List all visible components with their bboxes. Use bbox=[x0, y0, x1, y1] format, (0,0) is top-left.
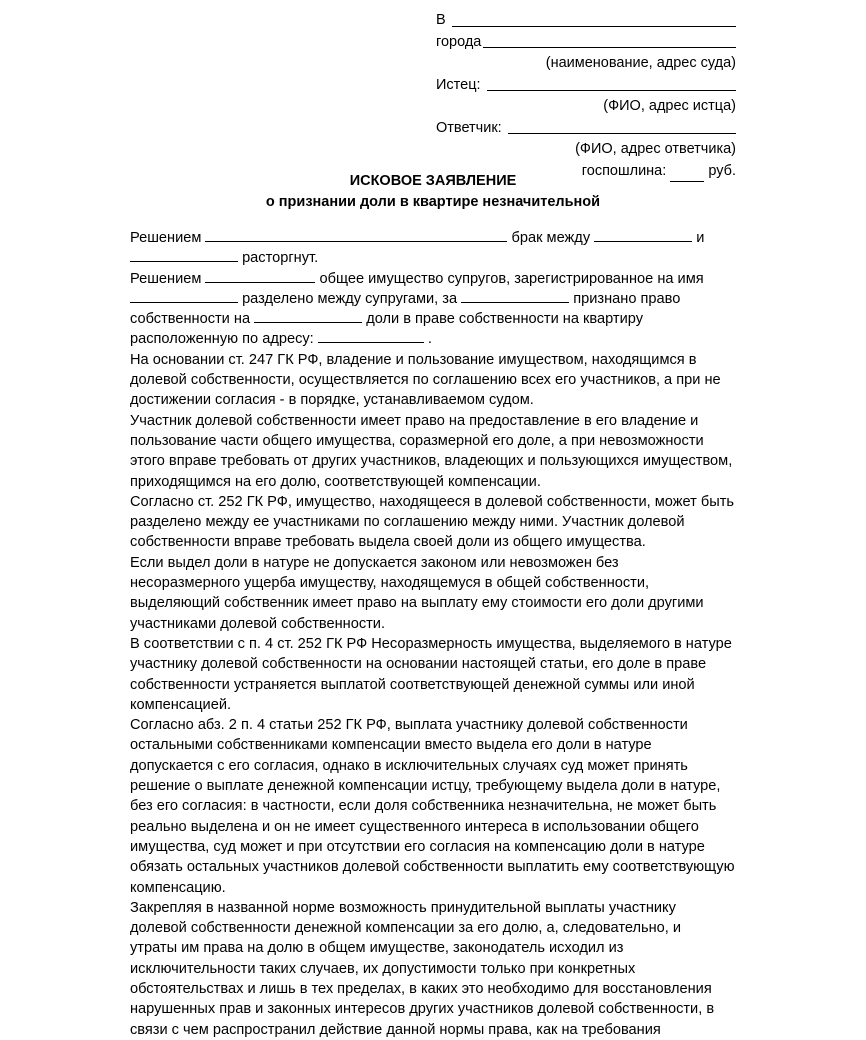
document-title: ИСКОВОЕ ЗАЯВЛЕНИЕ bbox=[349, 173, 517, 189]
text-fragment: брак между bbox=[511, 230, 591, 246]
text-line: Согласно ст. 252 ГК РФ, имущество, находящееся в долевой собственности, может быть bbox=[130, 493, 735, 510]
text-line: собственности устраняется выплатой соответствующей денежной суммы или иной bbox=[130, 676, 695, 693]
text-fragment: Решением bbox=[130, 270, 202, 287]
text-line: реально выделена и он не имеет существенного интереса в использовании общего bbox=[130, 818, 699, 835]
city-line bbox=[436, 32, 736, 54]
text-line: выделяющий собственник имеет право на выплату ему стоимости его доли другими bbox=[130, 595, 704, 612]
text-line: компенсацией. bbox=[130, 696, 232, 713]
text-line: остальными собственниками компенсации вместо выдела его доли в натуре bbox=[130, 737, 652, 754]
text-line: На основании ст. 247 ГК РФ, владение и пользование имуществом, находящимся в bbox=[130, 351, 697, 368]
text-line bbox=[130, 289, 740, 309]
text-fragment: общее имущество супругов, зарегистрированное на имя bbox=[319, 270, 704, 287]
text-fragment: Решением bbox=[130, 230, 202, 246]
text-line: приходящимся на его долю, соответствующей компенсации. bbox=[130, 473, 541, 490]
blank-field bbox=[254, 310, 362, 323]
body-text-lines bbox=[130, 350, 740, 1040]
defendant-note: (ФИО, адрес ответчика) bbox=[575, 141, 736, 157]
text-fragment: признано право bbox=[573, 290, 681, 307]
text-line: Согласно абз. 2 п. 4 статьи 252 ГК РФ, выплата участнику долевой собственности bbox=[130, 717, 688, 734]
text-fragment: доли в праве собственности на квартиру bbox=[366, 311, 644, 328]
document-body bbox=[130, 228, 740, 1040]
blank-field bbox=[318, 330, 424, 343]
text-fragment: . bbox=[427, 331, 432, 348]
text-fragment: собственности на bbox=[130, 311, 251, 328]
text-line: утраты им права на долю в общем имуществе, законодатель исходил из bbox=[130, 940, 624, 957]
text-line: В соответствии с п. 4 ст. 252 ГК РФ Несоразмерность имущества, выделяемого в натуре bbox=[130, 635, 732, 652]
paragraph-property-division bbox=[130, 269, 740, 350]
text-line: нарушенных прав и законных интересов других участников долевой собственности, в bbox=[130, 1001, 715, 1018]
text-line: долевой собственности, осуществляется по соглашению всех его участников, а при не bbox=[130, 372, 721, 389]
text-line: этого вправе требовать от других участников, владеющих и пользующихся имуществом, bbox=[130, 453, 733, 470]
blank-field bbox=[461, 290, 569, 303]
court-to-line bbox=[436, 10, 736, 32]
defendant-blank bbox=[508, 133, 736, 134]
text-line: имущества, суд может и при отсутствии его согласия на компенсацию доли в натуре bbox=[130, 838, 705, 855]
text-line bbox=[130, 248, 740, 268]
text-line: Если выдел доли в натуре не допускается законом или невозможен без bbox=[130, 554, 619, 571]
document-subtitle: о признании доли в квартире незначительной bbox=[265, 194, 601, 210]
text-line bbox=[130, 228, 740, 248]
plaintiff-blank bbox=[487, 90, 736, 91]
court-blank bbox=[452, 26, 736, 27]
fee-label: госпошлина: bbox=[581, 162, 667, 179]
blank-field bbox=[205, 229, 507, 242]
blank-field bbox=[130, 290, 238, 303]
defendant-label: Ответчик: bbox=[436, 119, 502, 136]
blank-field bbox=[130, 249, 238, 262]
text-line: обстоятельствах и лишь в тех пределах, в каких это необходимо для восстановления bbox=[130, 980, 712, 997]
text-line: связи с чем распространил действие данной нормы права, как на требования bbox=[130, 1021, 661, 1038]
city-label: города bbox=[436, 33, 482, 50]
text-line: участнику долевой собственности на основании настоящей статьи, его доле в праве bbox=[130, 656, 707, 673]
text-line: собственности вправе требовать выдела своей доли из общего имущества. bbox=[130, 534, 646, 551]
to-label: В bbox=[436, 12, 446, 28]
plaintiff-note: (ФИО, адрес истца) bbox=[603, 98, 736, 114]
text-line: компенсацию. bbox=[130, 879, 226, 896]
text-line: обязать остальных участников долевой собственности выплатить ему соответствующую bbox=[130, 859, 735, 876]
text-line: участниками долевой собственности. bbox=[130, 615, 386, 632]
text-fragment: расторгнут. bbox=[242, 250, 319, 267]
text-fragment: расположенную по адресу: bbox=[130, 331, 314, 348]
defendant-line bbox=[436, 118, 736, 140]
text-line: пользование части общего имущества, соразмерной его доле, а при невозможности bbox=[130, 432, 704, 449]
plaintiff-line bbox=[436, 75, 736, 97]
text-line: разделено между ее участниками по соглашению между ними. Участник долевой bbox=[130, 514, 685, 531]
text-line: долевой собственности денежной компенсации за его долю, а, следовательно, и bbox=[130, 920, 682, 937]
text-line: без его согласия: в частности, если доля собственника незначительна, не может быть bbox=[130, 798, 717, 815]
city-blank bbox=[483, 47, 736, 48]
text-line: допускается с его согласия, однако в исключительных случаях суд может принять bbox=[130, 757, 688, 774]
text-line bbox=[130, 269, 740, 289]
plaintiff-label: Истец: bbox=[436, 76, 481, 93]
fee-unit: руб. bbox=[708, 162, 736, 179]
blank-field bbox=[205, 270, 315, 283]
text-line bbox=[130, 329, 740, 349]
plaintiff-note-line bbox=[436, 96, 736, 118]
text-fragment: разделено между супругами, за bbox=[242, 290, 458, 307]
text-line: Закрепляя в названной норме возможность принудительной выплаты участнику bbox=[130, 899, 676, 916]
text-line: достижении согласия - в порядке, устанавливаемом судом. bbox=[130, 392, 534, 409]
text-line: Участник долевой собственности имеет право на предоставление в его владение и bbox=[130, 412, 699, 429]
paragraph-divorce bbox=[130, 228, 740, 269]
court-note: (наименование, адрес суда) bbox=[545, 55, 736, 71]
defendant-note-line bbox=[436, 139, 736, 161]
text-line: решение о выплате денежной компенсации истцу, требующему выдела доли в натуре, bbox=[130, 778, 721, 795]
court-note-line bbox=[436, 53, 736, 75]
text-line: исключительности таких случаев, их допустимости только при конкретных bbox=[130, 960, 636, 977]
text-line bbox=[130, 309, 740, 329]
addressee-block bbox=[436, 10, 736, 182]
text-fragment: и bbox=[696, 230, 705, 246]
blank-field bbox=[594, 229, 692, 242]
text-line: несоразмерного ущерба имуществу, находящемуся в общей собственности, bbox=[130, 575, 650, 592]
